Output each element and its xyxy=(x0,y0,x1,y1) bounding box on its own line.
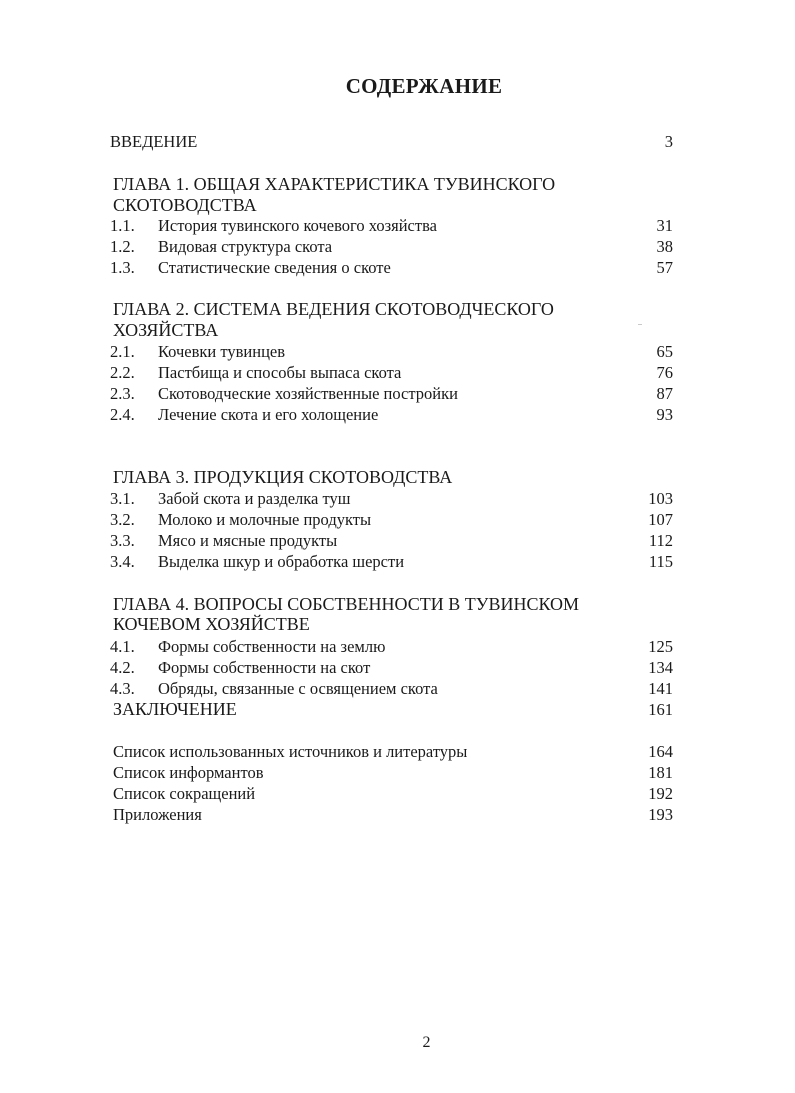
toc-entry-abbreviations[interactable] xyxy=(110,783,673,804)
section-number: 3.3. xyxy=(110,531,135,550)
toc-entry-1-3[interactable] xyxy=(110,257,673,278)
chapter-4-title-line1: ГЛАВА 4. ВОПРОСЫ СОБСТВЕННОСТИ В ТУВИНСКОМ xyxy=(113,594,580,614)
chapter-3-title: ГЛАВА 3. ПРОДУКЦИЯ СКОТОВОДСТВА xyxy=(113,467,453,487)
toc-entry-page: 164 xyxy=(648,742,673,761)
section-number: 4.1. xyxy=(110,637,135,656)
section-label: Скотоводческие хозяйственные постройки xyxy=(158,384,458,403)
section-number: 2.1. xyxy=(110,342,135,361)
section-label: История тувинского кочевого хозяйства xyxy=(158,216,437,235)
page-number: 2 xyxy=(422,1034,431,1051)
toc-entry-3-1[interactable] xyxy=(110,488,673,509)
section-number: 2.2. xyxy=(110,363,135,382)
section-number: 2.3. xyxy=(110,384,135,403)
toc-entry-page: 192 xyxy=(648,784,673,803)
toc-entry-2-2[interactable] xyxy=(110,362,673,383)
toc-entry-page: 181 xyxy=(648,763,673,782)
section-label: Кочевки тувинцев xyxy=(158,342,286,361)
section-number: 4.3. xyxy=(110,679,135,698)
toc-entry-label: Список сокращений xyxy=(113,784,256,803)
toc-entry-2-4[interactable] xyxy=(110,404,673,425)
chapter-1-title-line1: ГЛАВА 1. ОБЩАЯ ХАРАКТЕРИСТИКА ТУВИНСКОГО xyxy=(113,174,556,194)
section-page: 103 xyxy=(648,489,673,508)
section-page: 57 xyxy=(656,258,673,277)
section-page: 134 xyxy=(648,658,673,677)
section-number: 2.4. xyxy=(110,405,135,424)
section-number: 1.1. xyxy=(110,216,135,235)
toc-entry-4-2[interactable] xyxy=(110,657,673,678)
toc-entry-appendices[interactable] xyxy=(110,804,673,825)
section-page: 65 xyxy=(656,342,673,361)
toc-entry-3-4[interactable] xyxy=(110,551,673,572)
page-title: СОДЕРЖАНИЕ xyxy=(345,74,503,98)
section-number: 4.2. xyxy=(110,658,135,677)
toc-entry-references[interactable] xyxy=(110,741,673,762)
toc-entry-intro[interactable] xyxy=(110,131,673,152)
section-page: 93 xyxy=(656,405,673,424)
section-label: Выделка шкур и обработка шерсти xyxy=(158,552,405,571)
chapter-2-title-line1: ГЛАВА 2. СИСТЕМА ВЕДЕНИЯ СКОТОВОДЧЕСКОГО xyxy=(113,299,554,319)
toc-entry-2-3[interactable] xyxy=(110,383,673,404)
toc-entry-label: Список использованных источников и литературы xyxy=(113,742,468,761)
section-label: Пастбища и способы выпаса скота xyxy=(158,363,402,382)
section-label: Забой скота и разделка туш xyxy=(158,489,351,508)
section-page: 38 xyxy=(656,237,673,256)
toc-entry-page: 3 xyxy=(664,132,673,151)
toc-entry-1-1[interactable] xyxy=(110,215,673,236)
section-number: 3.4. xyxy=(110,552,135,571)
toc-entry-4-3[interactable] xyxy=(110,678,673,699)
section-page: 125 xyxy=(648,637,673,656)
toc-entry-3-3[interactable] xyxy=(110,530,673,551)
toc-entry-4-1[interactable] xyxy=(110,636,673,657)
chapter-1-title-line2: СКОТОВОДСТВА xyxy=(113,195,257,215)
section-label: Формы собственности на скот xyxy=(158,658,371,677)
section-label: Молоко и молочные продукты xyxy=(158,510,372,529)
toc-entry-conclusion[interactable] xyxy=(110,699,673,720)
section-page: 107 xyxy=(648,510,673,529)
toc-entry-page: 161 xyxy=(648,700,673,719)
section-page: 76 xyxy=(656,363,673,382)
toc-entry-informants[interactable] xyxy=(110,762,673,783)
toc-entry-2-1[interactable] xyxy=(110,341,673,362)
chapter-4-title-line2: КОЧЕВОМ ХОЗЯЙСТВЕ xyxy=(113,614,310,634)
section-label: Видовая структура скота xyxy=(158,237,333,256)
section-number: 3.1. xyxy=(110,489,135,508)
toc-entry-label: ВВЕДЕНИЕ xyxy=(110,132,198,151)
section-label: Мясо и мясные продукты xyxy=(158,531,338,550)
section-page: 87 xyxy=(656,384,673,403)
section-number: 1.2. xyxy=(110,237,135,256)
section-page: 141 xyxy=(648,679,673,698)
toc-entry-3-2[interactable] xyxy=(110,509,673,530)
section-label: Формы собственности на землю xyxy=(158,637,386,656)
section-label: Лечение скота и его холощение xyxy=(158,405,379,424)
section-label: Статистические сведения о скоте xyxy=(158,258,391,277)
toc-entry-1-2[interactable] xyxy=(110,236,673,257)
toc-entry-label: Приложения xyxy=(113,805,202,824)
scan-speck xyxy=(638,324,642,325)
section-number: 3.2. xyxy=(110,510,135,529)
chapter-2-title-line2: ХОЗЯЙСТВА xyxy=(113,320,219,340)
section-page: 112 xyxy=(648,531,673,550)
section-label: Обряды, связанные с освящением скота xyxy=(158,679,438,698)
section-page: 115 xyxy=(648,552,673,571)
section-page: 31 xyxy=(656,216,673,235)
toc-entry-label: ЗАКЛЮЧЕНИЕ xyxy=(113,699,237,719)
toc-entry-label: Список информантов xyxy=(113,763,264,782)
toc-entry-page: 193 xyxy=(648,805,673,824)
section-number: 1.3. xyxy=(110,258,135,277)
